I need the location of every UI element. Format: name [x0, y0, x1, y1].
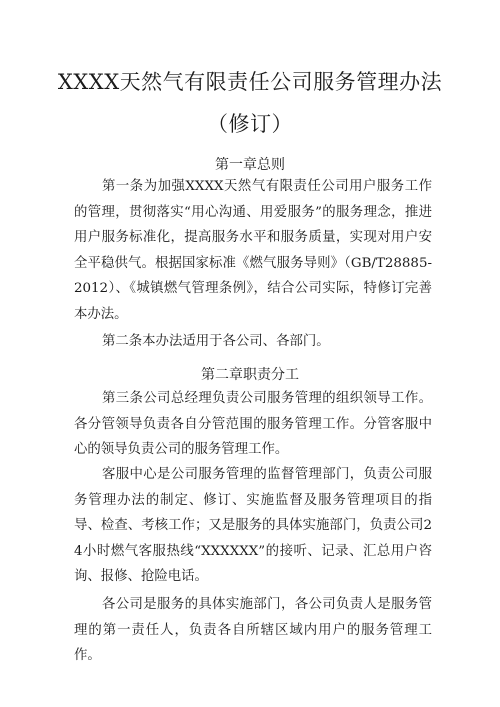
- chapter-heading: 第二章职责分工: [201, 367, 299, 383]
- paragraph: 第二条本办法适用于各公司、各部门。: [102, 334, 330, 349]
- document-subtitle: （修订）: [207, 112, 293, 136]
- paragraph: 第三条公司总经理负责公司服务管理的组织领导工作。各分管领导负责各自分管范围的服务管理工作。分管客服中心的领导负责公司的服务管理工作。: [74, 391, 432, 457]
- paragraph: 各公司是服务的具体实施部门，各公司负责人是服务管理的第一责任人，负责各自所辖区域内用户的服务管理工作。: [74, 597, 432, 663]
- paragraph: 第一条为加强XXXX天然气有限责任公司用户服务工作的管理，贯彻落实“用心沟通、用爱服务”的服务理念，推进用户服务标准化，提高服务水平和服务质量，实现对用户安全平稳供气。根据国家标准《燃气服务导则》（GB/T28885-2012）、《城镇燃气管理条例》，结合公司实际，特修订完善本办法。: [74, 179, 432, 322]
- chapter-heading: 第一章总则: [215, 157, 285, 173]
- document-title: XXXX天然气有限责任公司服务管理办法: [57, 70, 443, 94]
- paragraph: 客服中心是公司服务管理的监督管理部门，负责公司服务管理办法的制定、修订、实施监督及服务管理项目的指导、检查、考核工作；又是服务的具体实施部门，负责公司24小时燃气客服热线“XXXXXX”的接听、记录、汇总用户咨询、报修、抢险电话。: [74, 467, 432, 584]
